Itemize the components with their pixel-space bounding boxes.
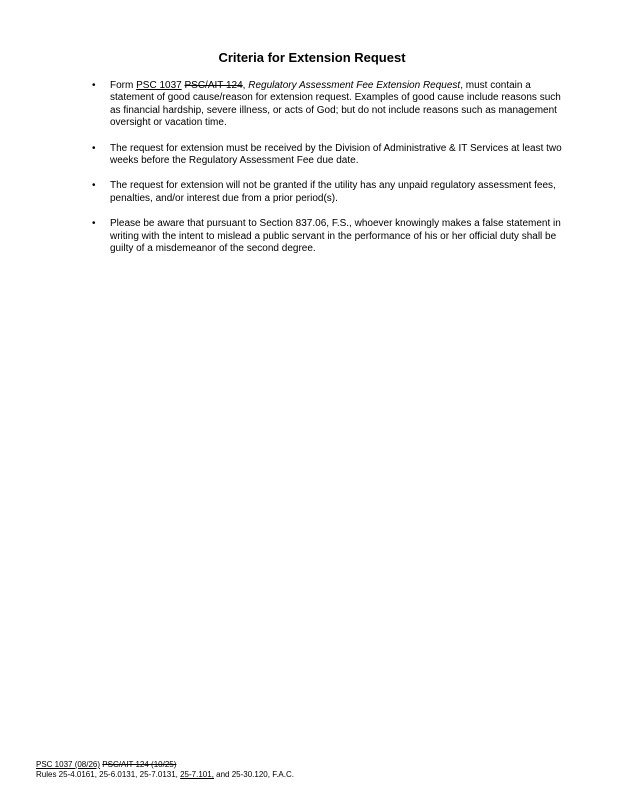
criteria-list: [94, 80, 574, 268]
item-text: The request for extension must be received by the Division of Administrative & IT Services at least two weeks before the Regulatory Assessment Fee due date.: [110, 142, 562, 167]
footer-form-line: [36, 760, 294, 770]
footer-rules-prefix: Rules 25-4.0161, 25-6.0131, 25-7.0131,: [36, 770, 181, 779]
form-number-old: PSC/AIT 124: [184, 80, 243, 91]
item-text: Please be aware that pursuant to Section 837.06, F.S., whoever knowingly makes a false statement in writing with the intent to mislead a public servant in the performance of his or her official duty shall be guilty of a misdemeanor of the second degree.: [110, 218, 561, 255]
footer-form-new: PSC 1037 (08/26): [36, 760, 101, 769]
form-name: Regulatory Assessment Fee Extension Request: [248, 80, 461, 91]
footer-rules-suffix: and 25-30.120, F.A.C.: [213, 770, 294, 779]
criteria-item-form: [94, 80, 574, 130]
criteria-item-deadline: [94, 143, 574, 168]
criteria-item-false-statement: [94, 218, 574, 255]
item-prefix: Form: [110, 80, 137, 91]
item-text: The request for extension will not be granted if the utility has any unpaid regulatory assessment fees, penalties, and/or interest due from a prior period(s).: [110, 180, 556, 204]
bullet-icon: •: [92, 218, 96, 230]
bullet-icon: •: [92, 180, 96, 192]
footer-form-old: PSC/AIT 124 (10/25): [102, 760, 177, 769]
footer-rule-added: 25-7.101,: [180, 770, 214, 779]
page-footer: [36, 760, 294, 780]
footer-rules-line: [36, 770, 294, 780]
bullet-icon: •: [92, 142, 96, 154]
bullet-icon: •: [92, 80, 96, 91]
page-title: Criteria for Extension Request: [218, 50, 406, 65]
form-number-new: PSC 1037: [136, 80, 182, 91]
item-rest: , must contain a statement of good cause/reason for extension request. Examples of good cause include reasons such as financial hardship, severe illness, or acts of God; but do not include reasons such as management oversight or vacation time.: [110, 80, 561, 129]
item-sep: ,: [242, 80, 249, 91]
criteria-item-unpaid: [94, 180, 574, 205]
